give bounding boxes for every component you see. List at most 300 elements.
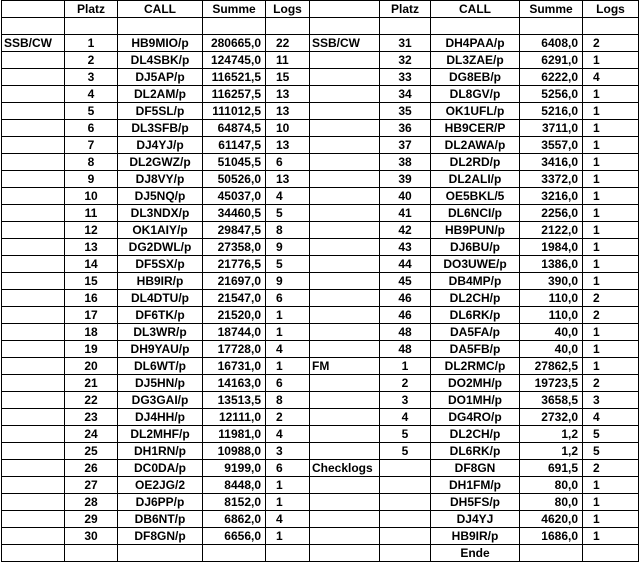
logs-cell-left: 11 [266, 52, 310, 69]
call-cell-right: DL6RK/p [431, 443, 520, 460]
section-label-right [310, 137, 380, 154]
summe-cell-left: 14163,0 [203, 375, 266, 392]
call-cell-right: Ende [431, 545, 520, 562]
call-cell-left: DL4DTU/p [118, 290, 203, 307]
section-label-left: SSB/CW [2, 35, 65, 52]
table-row [2, 52, 639, 69]
summe-cell-left: 8152,0 [203, 494, 266, 511]
platz-cell-right: 48 [380, 341, 431, 358]
summe-cell-right [520, 545, 583, 562]
logs-cell-left: 9 [266, 273, 310, 290]
summe-cell-left: 21547,0 [203, 290, 266, 307]
section-label-left [2, 239, 65, 256]
platz-cell-right: 5 [380, 443, 431, 460]
call-cell-right: DG8EB/p [431, 69, 520, 86]
platz-cell-left: 2 [65, 52, 118, 69]
section-label-right: FM [310, 358, 380, 375]
table-row [2, 256, 639, 273]
platz-cell-left: 19 [65, 341, 118, 358]
summe-cell-left: 51045,5 [203, 154, 266, 171]
table-row [2, 528, 639, 545]
call-cell-left: DJ6PP/p [118, 494, 203, 511]
table-row [2, 239, 639, 256]
platz-cell-right: 1 [380, 358, 431, 375]
section-label-right [310, 426, 380, 443]
logs-cell-left: 15 [266, 69, 310, 86]
platz-cell-left: 20 [65, 358, 118, 375]
call-cell-right: DA5FB/p [431, 341, 520, 358]
section-label-left [2, 460, 65, 477]
summe-cell-left: 61147,5 [203, 137, 266, 154]
call-cell-right: HB9CER/P [431, 120, 520, 137]
summe-cell-left: 12111,0 [203, 409, 266, 426]
table-row [2, 392, 639, 409]
call-cell-right: DH5FS/p [431, 494, 520, 511]
logs-cell-right: 1 [583, 528, 639, 545]
logs-cell-left: 4 [266, 511, 310, 528]
call-cell-left: DH9YAU/p [118, 341, 203, 358]
header-section-right [310, 1, 380, 18]
platz-cell-right: 44 [380, 256, 431, 273]
summe-cell-left: 18744,0 [203, 324, 266, 341]
section-label-right [310, 341, 380, 358]
logs-cell-right: 3 [583, 392, 639, 409]
platz-cell-left: 14 [65, 256, 118, 273]
summe-cell-right: 3557,0 [520, 137, 583, 154]
section-label-right [310, 477, 380, 494]
summe-cell-right: 80,0 [520, 494, 583, 511]
section-label-right [310, 69, 380, 86]
table-row [2, 18, 639, 35]
call-cell-right: HB9IR/p [431, 528, 520, 545]
section-label-right [310, 494, 380, 511]
section-label-left [2, 528, 65, 545]
call-cell-left: DF5SL/p [118, 103, 203, 120]
summe-cell-left: 116521,5 [203, 69, 266, 86]
logs-cell-right: 1 [583, 222, 639, 239]
section-label-right [310, 392, 380, 409]
table-row [2, 86, 639, 103]
logs-cell-right: 1 [583, 494, 639, 511]
header-call-right: CALL [431, 1, 520, 18]
platz-cell-left [65, 18, 118, 35]
platz-cell-right: 34 [380, 86, 431, 103]
call-cell-right: DL2RMC/p [431, 358, 520, 375]
call-cell-right: DH1FM/p [431, 477, 520, 494]
logs-cell-right: 1 [583, 52, 639, 69]
logs-cell-right: 2 [583, 307, 639, 324]
platz-cell-left: 5 [65, 103, 118, 120]
table-row [2, 375, 639, 392]
table-row [2, 205, 639, 222]
platz-cell-left: 10 [65, 188, 118, 205]
logs-cell-left: 10 [266, 120, 310, 137]
call-cell-left [118, 18, 203, 35]
summe-cell-right: 40,0 [520, 324, 583, 341]
logs-cell-left: 5 [266, 256, 310, 273]
section-label-right [310, 188, 380, 205]
platz-cell-left: 18 [65, 324, 118, 341]
summe-cell-right: 3372,0 [520, 171, 583, 188]
call-cell-right: DL3ZAE/p [431, 52, 520, 69]
call-cell-right: DJ4YJ [431, 511, 520, 528]
summe-cell-left: 6862,0 [203, 511, 266, 528]
section-label-left [2, 256, 65, 273]
table-row [2, 222, 639, 239]
call-cell-left: DF8GN/p [118, 528, 203, 545]
summe-cell-right: 40,0 [520, 341, 583, 358]
logs-cell-left: 9 [266, 239, 310, 256]
call-cell-right: OE5BKL/5 [431, 188, 520, 205]
call-cell-left: DF6TK/p [118, 307, 203, 324]
platz-cell-right [380, 477, 431, 494]
table-row [2, 324, 639, 341]
call-cell-left: DJ5HN/p [118, 375, 203, 392]
section-label-right [310, 307, 380, 324]
section-label-left [2, 154, 65, 171]
logs-cell-right: 1 [583, 511, 639, 528]
section-label-left [2, 69, 65, 86]
logs-cell-right: 1 [583, 358, 639, 375]
platz-cell-left: 23 [65, 409, 118, 426]
platz-cell-left: 16 [65, 290, 118, 307]
section-label-right [310, 205, 380, 222]
platz-cell-left: 15 [65, 273, 118, 290]
call-cell-left: DJ5NQ/p [118, 188, 203, 205]
summe-cell-right: 5256,0 [520, 86, 583, 103]
section-label-right [310, 409, 380, 426]
header-logs-right: Logs [583, 1, 639, 18]
table-row [2, 273, 639, 290]
call-cell-left: DB6NT/p [118, 511, 203, 528]
platz-cell-left: 28 [65, 494, 118, 511]
platz-cell-right [380, 494, 431, 511]
platz-cell-left: 1 [65, 35, 118, 52]
table-row [2, 137, 639, 154]
section-label-right [310, 18, 380, 35]
table-row [2, 120, 639, 137]
logs-cell-right: 5 [583, 426, 639, 443]
logs-cell-right: 1 [583, 154, 639, 171]
section-label-left [2, 188, 65, 205]
platz-cell-right: 45 [380, 273, 431, 290]
logs-cell-left: 8 [266, 222, 310, 239]
platz-cell-right [380, 528, 431, 545]
logs-cell-right: 2 [583, 460, 639, 477]
summe-cell-left: 21520,0 [203, 307, 266, 324]
section-label-left [2, 137, 65, 154]
call-cell-left: DL3WR/p [118, 324, 203, 341]
logs-cell-left [266, 18, 310, 35]
logs-cell-right [583, 545, 639, 562]
header-call-left: CALL [118, 1, 203, 18]
logs-cell-right: 2 [583, 290, 639, 307]
section-label-left [2, 477, 65, 494]
section-label-left [2, 375, 65, 392]
section-label-right [310, 443, 380, 460]
call-cell-right: DL6RK/p [431, 307, 520, 324]
call-cell-right: DL2CH/p [431, 426, 520, 443]
summe-cell-left: 64874,5 [203, 120, 266, 137]
section-label-right: Checklogs [310, 460, 380, 477]
header-platz-right: Platz [380, 1, 431, 18]
summe-cell-right: 1686,0 [520, 528, 583, 545]
call-cell-left: DJ5AP/p [118, 69, 203, 86]
section-label-right [310, 239, 380, 256]
logs-cell-left: 13 [266, 137, 310, 154]
platz-cell-right: 40 [380, 188, 431, 205]
summe-cell-left [203, 18, 266, 35]
logs-cell-left: 1 [266, 477, 310, 494]
call-cell-left: DG2DWL/p [118, 239, 203, 256]
summe-cell-left: 6656,0 [203, 528, 266, 545]
summe-cell-left: 16731,0 [203, 358, 266, 375]
logs-cell-right: 1 [583, 171, 639, 188]
section-label-right [310, 103, 380, 120]
table-row [2, 307, 639, 324]
section-label-left [2, 120, 65, 137]
call-cell-right: DL6NCI/p [431, 205, 520, 222]
section-label-left [2, 494, 65, 511]
logs-cell-right: 1 [583, 256, 639, 273]
platz-cell-left: 7 [65, 137, 118, 154]
call-cell-right: DO1MH/p [431, 392, 520, 409]
call-cell-left: DL4SBK/p [118, 52, 203, 69]
summe-cell-right: 19723,5 [520, 375, 583, 392]
summe-cell-right: 1386,0 [520, 256, 583, 273]
platz-cell-left: 29 [65, 511, 118, 528]
call-cell-left: DL2AM/p [118, 86, 203, 103]
platz-cell-left: 3 [65, 69, 118, 86]
platz-cell-left: 12 [65, 222, 118, 239]
header-section-left [2, 1, 65, 18]
summe-cell-left: 116257,5 [203, 86, 266, 103]
platz-cell-right: 31 [380, 35, 431, 52]
call-cell-right: DL2ALI/p [431, 171, 520, 188]
summe-cell-left: 29847,5 [203, 222, 266, 239]
table-row [2, 511, 639, 528]
call-cell-left: HB9MIO/p [118, 35, 203, 52]
section-label-right [310, 256, 380, 273]
summe-cell-right [520, 18, 583, 35]
table-row [2, 477, 639, 494]
call-cell-left: DG3GAI/p [118, 392, 203, 409]
call-cell-right: DL8GV/p [431, 86, 520, 103]
summe-cell-left [203, 545, 266, 562]
logs-cell-right: 5 [583, 443, 639, 460]
section-label-right [310, 324, 380, 341]
platz-cell-left: 8 [65, 154, 118, 171]
platz-cell-right [380, 545, 431, 562]
summe-cell-right: 2122,0 [520, 222, 583, 239]
call-cell-left: DJ4HH/p [118, 409, 203, 426]
platz-cell-left: 4 [65, 86, 118, 103]
logs-cell-left: 6 [266, 375, 310, 392]
logs-cell-right [583, 18, 639, 35]
summe-cell-right: 1,2 [520, 426, 583, 443]
platz-cell-right: 36 [380, 120, 431, 137]
platz-cell-right: 3 [380, 392, 431, 409]
header-row [2, 1, 639, 18]
logs-cell-left: 1 [266, 324, 310, 341]
table-row [2, 103, 639, 120]
platz-cell-left: 25 [65, 443, 118, 460]
summe-cell-left: 8448,0 [203, 477, 266, 494]
section-label-right [310, 86, 380, 103]
call-cell-left [118, 545, 203, 562]
summe-cell-right: 3658,5 [520, 392, 583, 409]
logs-cell-left: 4 [266, 188, 310, 205]
platz-cell-right: 5 [380, 426, 431, 443]
summe-cell-right: 27862,5 [520, 358, 583, 375]
call-cell-right: OK1UFL/p [431, 103, 520, 120]
logs-cell-right: 1 [583, 477, 639, 494]
section-label-left [2, 443, 65, 460]
call-cell-left: DF5SX/p [118, 256, 203, 273]
table-row [2, 341, 639, 358]
table-row [2, 171, 639, 188]
table-row [2, 460, 639, 477]
section-label-left [2, 511, 65, 528]
summe-cell-left: 34460,5 [203, 205, 266, 222]
section-label-right [310, 52, 380, 69]
summe-cell-left: 111012,5 [203, 103, 266, 120]
platz-cell-right: 35 [380, 103, 431, 120]
section-label-left [2, 52, 65, 69]
summe-cell-right: 6291,0 [520, 52, 583, 69]
section-label-right [310, 545, 380, 562]
section-label-right [310, 375, 380, 392]
logs-cell-right: 1 [583, 103, 639, 120]
platz-cell-left: 11 [65, 205, 118, 222]
logs-cell-left: 13 [266, 171, 310, 188]
table-row [2, 69, 639, 86]
call-cell-left: OE2JG/2 [118, 477, 203, 494]
platz-cell-left: 30 [65, 528, 118, 545]
logs-cell-right: 1 [583, 324, 639, 341]
platz-cell-left: 13 [65, 239, 118, 256]
header-platz-left: Platz [65, 1, 118, 18]
table-row [2, 443, 639, 460]
section-label-right [310, 528, 380, 545]
logs-cell-right: 2 [583, 35, 639, 52]
call-cell-left: OK1AIY/p [118, 222, 203, 239]
platz-cell-left: 6 [65, 120, 118, 137]
summe-cell-left: 27358,0 [203, 239, 266, 256]
call-cell-right: DL2CH/p [431, 290, 520, 307]
section-label-right [310, 120, 380, 137]
section-label-left [2, 86, 65, 103]
section-label-left [2, 324, 65, 341]
section-label-right [310, 171, 380, 188]
section-label-left [2, 205, 65, 222]
logs-cell-right: 1 [583, 205, 639, 222]
summe-cell-right: 3711,0 [520, 120, 583, 137]
call-cell-left: DL2GWZ/p [118, 154, 203, 171]
platz-cell-right [380, 18, 431, 35]
summe-cell-right: 110,0 [520, 307, 583, 324]
call-cell-right: DF8GN [431, 460, 520, 477]
logs-cell-right: 2 [583, 375, 639, 392]
summe-cell-right: 3416,0 [520, 154, 583, 171]
section-label-left [2, 426, 65, 443]
section-label-left [2, 392, 65, 409]
platz-cell-left: 21 [65, 375, 118, 392]
summe-cell-left: 280665,0 [203, 35, 266, 52]
section-label-left [2, 358, 65, 375]
results-table [1, 0, 639, 562]
section-label-left [2, 103, 65, 120]
summe-cell-right: 2256,0 [520, 205, 583, 222]
logs-cell-right: 4 [583, 69, 639, 86]
table-row [2, 154, 639, 171]
section-label-right: SSB/CW [310, 35, 380, 52]
header-summe-right: Summe [520, 1, 583, 18]
logs-cell-right: 4 [583, 409, 639, 426]
call-cell-left: DL6WT/p [118, 358, 203, 375]
platz-cell-right: 41 [380, 205, 431, 222]
logs-cell-left: 1 [266, 528, 310, 545]
call-cell-right: DB4MP/p [431, 273, 520, 290]
summe-cell-right: 80,0 [520, 477, 583, 494]
logs-cell-left: 3 [266, 443, 310, 460]
table-row [2, 409, 639, 426]
platz-cell-right [380, 511, 431, 528]
summe-cell-left: 21697,0 [203, 273, 266, 290]
call-cell-right: DA5FA/p [431, 324, 520, 341]
call-cell-left: HB9IR/p [118, 273, 203, 290]
section-label-left [2, 409, 65, 426]
logs-cell-left: 1 [266, 358, 310, 375]
summe-cell-right: 3216,0 [520, 188, 583, 205]
section-label-left [2, 290, 65, 307]
summe-cell-left: 124745,0 [203, 52, 266, 69]
table-row [2, 188, 639, 205]
logs-cell-left: 4 [266, 341, 310, 358]
logs-cell-left: 2 [266, 409, 310, 426]
platz-cell-right: 39 [380, 171, 431, 188]
platz-cell-right: 48 [380, 324, 431, 341]
summe-cell-right: 390,0 [520, 273, 583, 290]
logs-cell-left: 1 [266, 494, 310, 511]
summe-cell-left: 11981,0 [203, 426, 266, 443]
call-cell-right: DO2MH/p [431, 375, 520, 392]
platz-cell-left: 22 [65, 392, 118, 409]
summe-cell-right: 6408,0 [520, 35, 583, 52]
logs-cell-right: 1 [583, 239, 639, 256]
call-cell-left: DJ8VY/p [118, 171, 203, 188]
header-summe-left: Summe [203, 1, 266, 18]
section-label-right [310, 511, 380, 528]
logs-cell-left [266, 545, 310, 562]
platz-cell-left: 9 [65, 171, 118, 188]
logs-cell-left: 4 [266, 426, 310, 443]
call-cell-left: DC0DA/p [118, 460, 203, 477]
summe-cell-left: 9199,0 [203, 460, 266, 477]
platz-cell-right: 33 [380, 69, 431, 86]
table-row [2, 426, 639, 443]
logs-cell-right: 1 [583, 188, 639, 205]
platz-cell-right: 38 [380, 154, 431, 171]
platz-cell-right: 43 [380, 239, 431, 256]
platz-cell-right: 37 [380, 137, 431, 154]
call-cell-right: DH4PAA/p [431, 35, 520, 52]
table-row [2, 545, 639, 562]
logs-cell-left: 8 [266, 392, 310, 409]
call-cell-right: DL2RD/p [431, 154, 520, 171]
call-cell-right [431, 18, 520, 35]
call-cell-right: DG4RO/p [431, 409, 520, 426]
